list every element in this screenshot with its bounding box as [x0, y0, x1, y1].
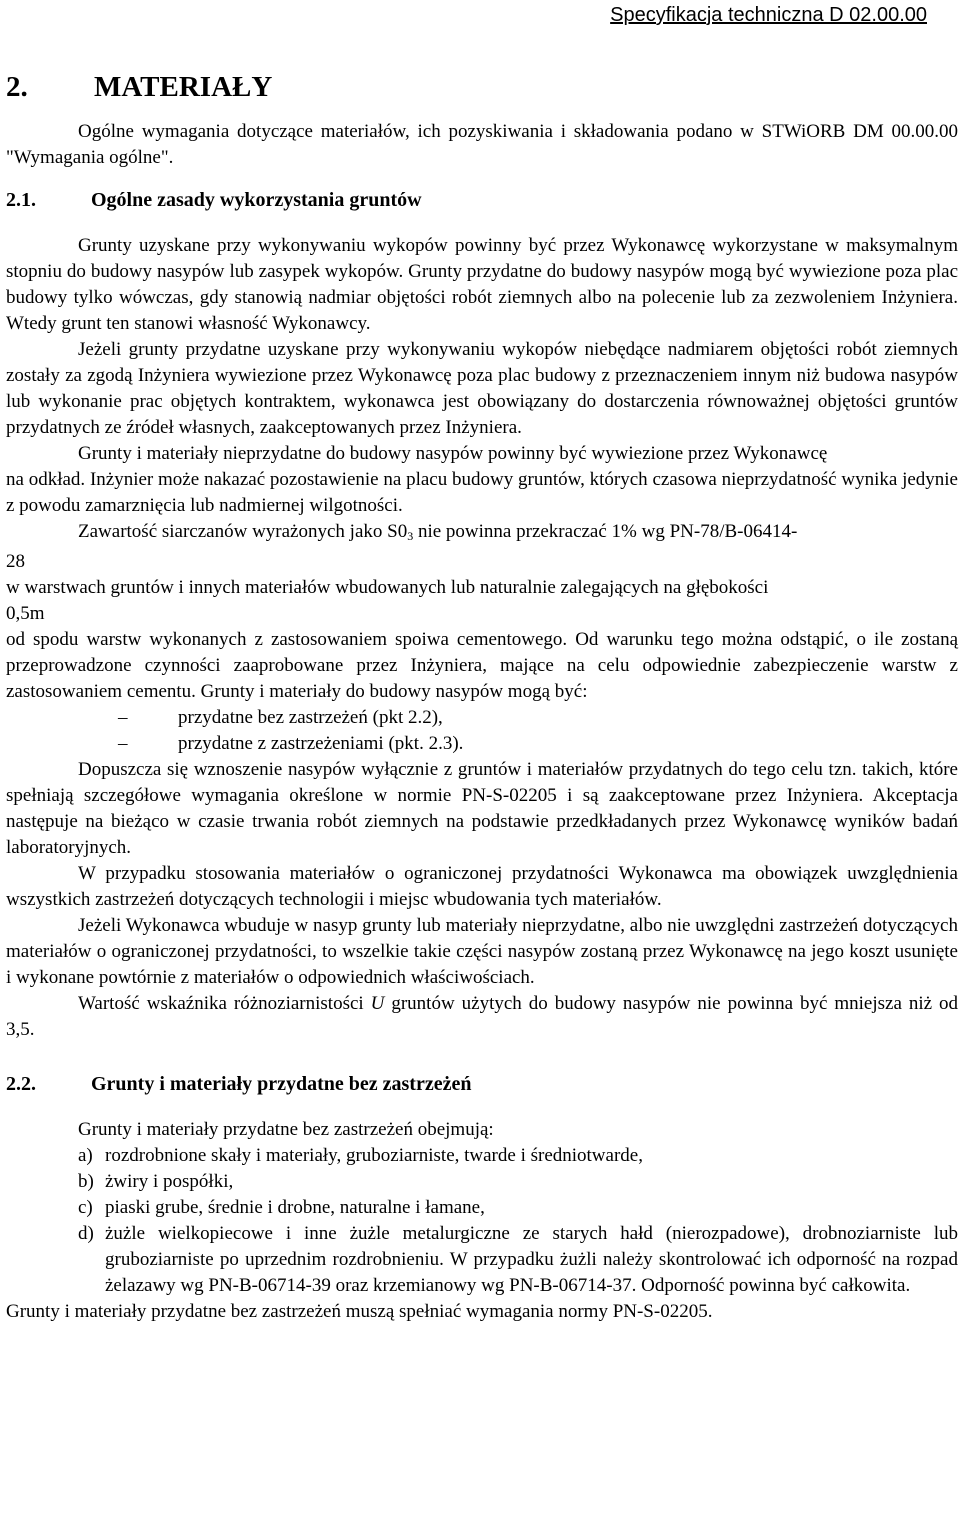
- list-item-text: żwiry i pospółki,: [105, 1171, 234, 1192]
- paragraph: Jeżeli Wykonawca wbuduje w nasyp grunty lub materiały nieprzydatne, albo nie uwzględni zastrzeżeń dotyczących materiałów o ograniczonej przydatności, to wszelkie takie części nasypów zostaną przez Wykonawcę na jego koszt usunięte i wykonane powtórnie z materiałów o odpowiednich właściwościach.: [6, 915, 958, 988]
- paragraph: W przypadku stosowania materiałów o ograniczonej przydatności Wykonawca ma obowiązek uwzględnienia wszystkich zastrzeżeń dotyczących technologii i miejsc wbudowania tych materiałów.: [6, 863, 958, 910]
- paragraph: 0,5m: [6, 603, 45, 624]
- section-heading: [6, 70, 958, 104]
- text-span: Wartość wskaźnika różnoziarnistości: [78, 993, 371, 1014]
- list-item: [6, 1169, 958, 1195]
- paragraph: [6, 519, 958, 549]
- list-marker: b): [78, 1171, 94, 1192]
- list-marker: c): [78, 1197, 93, 1218]
- italic-symbol: U: [370, 993, 385, 1014]
- dash-bullet: –: [118, 733, 128, 754]
- subsection-title: Grunty i materiały przydatne bez zastrzeżeń: [91, 1073, 472, 1095]
- paragraph: na odkład. Inżynier może nakazać pozostawienie na placu budowy gruntów, których czasowa nieprzydatność wynika jedynie z powodu zamarznięcia lub nadmiernej wilgotności.: [6, 469, 958, 516]
- subsection-heading: [6, 187, 958, 213]
- list-item: [6, 1195, 958, 1221]
- paragraph: od spodu warstw wykonanych z zastosowaniem spoiwa cementowego. Od warunku tego można odstąpić, o ile zostaną przeprowadzone czynności zaaprobowane przez Inżyniera, mające na celu odpowiednie zabezpieczenie warstw z zastosowaniem cementu. Grunty i materiały do budowy nasypów mogą być:: [6, 629, 958, 702]
- paragraph: Grunty uzyskane przy wykonywaniu wykopów powinny być przez Wykonawcę wykorzystane w maksymalnym stopniu do budowy nasypów lub zasypek wykopów. Grunty przydatne do budowy nasypów mogą być wywiezione poza plac budowy tylko wówczas, gdy stanowią nadmiar objętości robót ziemnych albo na polecenie lub za zezwoleniem Inżyniera. Wtedy grunt ten stanowi własność Wykonawcy.: [6, 235, 958, 334]
- subscript: 3: [407, 529, 414, 543]
- list-item-text: żużle wielkopiecowe i inne żużle metalurgiczne ze starych hałd (nierozpadowe), drobnoziarniste lub gruboziarniste po uprzednim rozdrobnieniu. W przypadku żużli należy skontrolować ich odporność na rozpad żelazawy wg PN-B-06714-39 oraz krzemianowy wg PN-B-06714-37. Odporność powinna być całkowita.: [105, 1223, 958, 1296]
- list-marker: d): [78, 1223, 94, 1244]
- dash-list: [6, 705, 958, 757]
- list-item: [6, 705, 958, 731]
- list-item: [6, 1221, 958, 1299]
- paragraph: [6, 991, 958, 1043]
- paragraph: Grunty i materiały nieprzydatne do budowy nasypów powinny być wywiezione przez Wykonawcę: [78, 443, 828, 464]
- paragraph: Grunty i materiały przydatne bez zastrzeżeń muszą spełniać wymagania normy PN-S-02205.: [6, 1301, 713, 1322]
- paragraph: Grunty i materiały przydatne bez zastrzeżeń obejmują:: [78, 1119, 494, 1140]
- dash-bullet: –: [118, 707, 128, 728]
- list-item-text: przydatne z zastrzeżeniami (pkt. 2.3).: [178, 733, 464, 754]
- list-item: [6, 731, 958, 757]
- paragraph: w warstwach gruntów i innych materiałów wbudowanych lub naturalnie zalegających na głębokości: [6, 577, 769, 598]
- text-span: gruntów użytych do budowy nasypów nie powinna być mniejsza niż od 3,5.: [6, 993, 959, 1040]
- subsection-number: 2.2.: [6, 1073, 36, 1095]
- document-header: Specyfikacja techniczna D 02.00.00: [610, 4, 927, 26]
- subsection-title: Ogólne zasady wykorzystania gruntów: [91, 189, 422, 211]
- subsection-heading: [6, 1071, 958, 1097]
- document-body: [6, 70, 958, 1325]
- list-item-text: rozdrobnione skały i materiały, gruboziarniste, twarde i średniotwarde,: [105, 1145, 643, 1166]
- paragraph: 28: [6, 551, 25, 572]
- text-span: nie powinna przekraczać 1% wg PN-78/B-06414-: [413, 521, 798, 542]
- list-item-text: piaski grube, średnie i drobne, naturalne i łamane,: [105, 1197, 485, 1218]
- section-title: MATERIAŁY: [94, 71, 273, 103]
- subsection-number: 2.1.: [6, 189, 36, 211]
- list-marker: a): [78, 1145, 93, 1166]
- section-number: 2.: [6, 71, 28, 103]
- alpha-list: [6, 1143, 958, 1299]
- paragraph: Dopuszcza się wznoszenie nasypów wyłącznie z gruntów i materiałów przydatnych do tego celu tzn. takich, które spełniają szczegółowe wymagania określone w normie PN-S-02205 i są zaakceptowane przez Inżyniera. Akceptacja następuje na bieżąco w czasie trwania robót ziemnych na podstawie przedkładanych przez Wykonawcę wyników badań laboratoryjnych.: [6, 759, 958, 858]
- paragraph: Jeżeli grunty przydatne uzyskane przy wykonywaniu wykopów niebędące nadmiarem objętości robót ziemnych zostały za zgodą Inżyniera wywiezione przez Wykonawcę poza plac budowy z przeznaczeniem innym niż budowa nasypów lub wykonanie prac objętych kontraktem, wykonawca jest obowiązany do dostarczenia równoważnej objętości gruntów przydatnych ze źródeł własnych, zaakceptowanych przez Inżyniera.: [6, 339, 958, 438]
- list-item: [6, 1143, 958, 1169]
- text-span: Zawartość siarczanów wyrażonych jako S0: [78, 521, 408, 542]
- list-item-text: przydatne bez zastrzeżeń (pkt 2.2),: [178, 707, 443, 728]
- section-intro: Ogólne wymagania dotyczące materiałów, ich pozyskiwania i składowania podano w STWiORB DM 00.00.00 "Wymagania ogólne".: [6, 121, 958, 168]
